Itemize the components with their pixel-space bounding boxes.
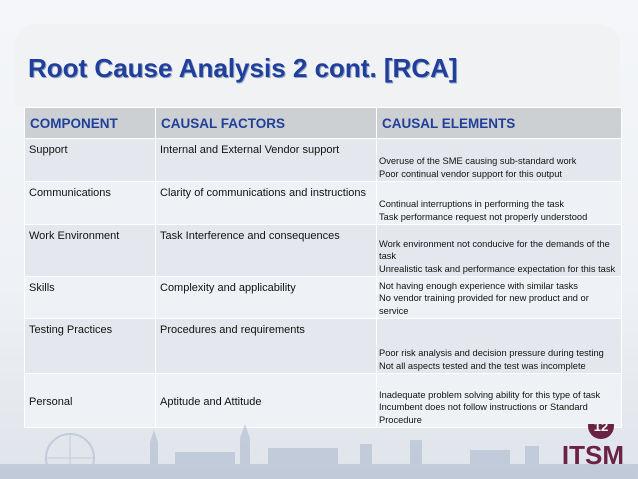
elements-cell [377,277,622,319]
svg-text:12: 12 [593,419,609,434]
header-causal-elements: CAUSAL ELEMENTS [377,108,622,139]
component-cell: Testing Practices [25,319,156,374]
table-row [25,277,622,319]
element-line: Not all aspects tested and the test was incomplete [379,360,586,371]
london-skyline-decoration [0,419,638,479]
component-cell: Skills [25,277,156,319]
element-line: No vendor training provided for new product and or service [379,293,589,316]
element-line: Continual interruptions in performing the task [379,199,565,209]
olympic-12-badge-icon [586,419,616,441]
element-line: Not having enough experience with similar tasks [379,280,578,291]
element-line: Incumbent does not follow instructions or Standard Procedure [379,402,588,425]
component-cell: Support [25,139,156,182]
table-row [25,225,622,277]
element-line: Work environment not conducive for the demands of the task [379,238,610,261]
factors-cell: Procedures and requirements [156,319,377,374]
factors-cell: Clarity of communications and instructions [156,182,377,225]
skyline-graphic [0,419,638,479]
component-cell: Communications [25,182,156,225]
element-line: Poor continual vendor support for this output [379,168,562,179]
header-causal-factors: CAUSAL FACTORS [156,108,377,139]
table-row [25,182,622,225]
slide-title: Root Cause Analysis 2 cont. [RCA] [28,53,458,83]
table-row [25,374,622,428]
factors-cell: Internal and External Vendor support [156,139,377,182]
element-line: Poor risk analysis and decision pressure during testing [379,348,604,358]
factors-cell: Task Interference and consequences [156,225,377,277]
header-component: COMPONENT [25,108,156,139]
element-line: Inadequate problem solving ability for this type of task [379,389,601,400]
component-cell: Work Environment [25,225,156,277]
factors-cell: Aptitude and Attitude [156,374,377,428]
element-line: Unrealistic task and performance expectation for this task [379,263,616,274]
factors-cell: Complexity and applicability [156,277,377,319]
element-line: Task performance request not properly understood [379,211,588,222]
rca-table [24,107,622,428]
elements-cell [377,182,622,225]
itsm-logo: ITSM [561,440,624,470]
element-line: Overuse of the SME causing sub-standard work [379,156,577,166]
elements-cell [377,374,622,428]
elements-cell [377,225,622,277]
elements-cell [377,319,622,374]
table-header-row [25,108,622,139]
table-row [25,139,622,182]
component-cell: Personal [25,374,156,428]
table-row [25,319,622,374]
elements-cell [377,139,622,182]
